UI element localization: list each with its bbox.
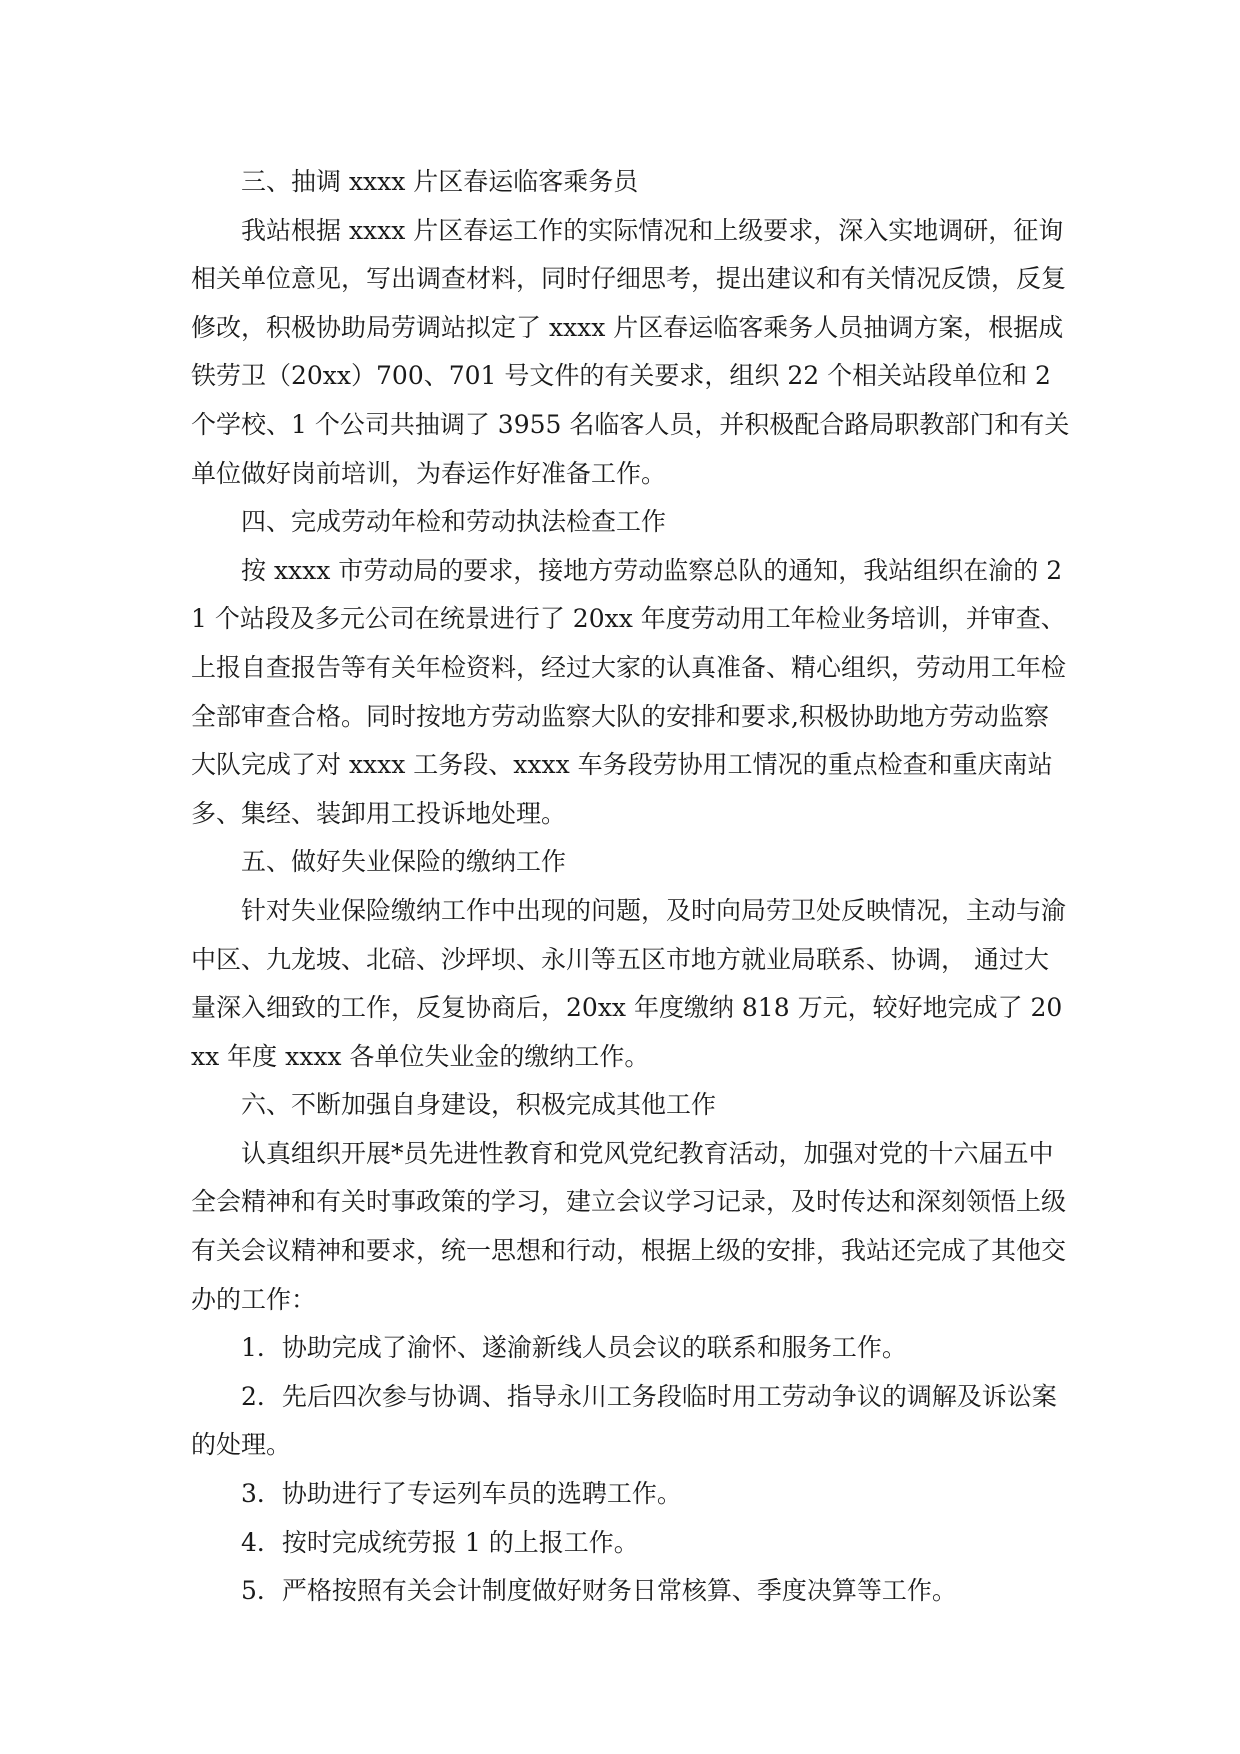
section-heading: 四、完成劳动年检和劳动执法检查工作 <box>241 507 667 537</box>
section-4 <box>191 498 1071 838</box>
list-item: 1．协助完成了渝怀、遂渝新线人员会议的联系和服务工作。 <box>241 1333 907 1363</box>
section-paragraph: 针对失业保险缴纳工作中出现的问题，及时向局劳卫处反映情况，主动与渝中区、九龙坡、北碚、沙坪坝、永川等五区市地方就业局联系、协调， 通过大量深入细致的工作，反复协商后，20xx 年度缴纳 818 万元，较好地完成了 20xx 年度 xxxx 各单位失业金的缴纳工作。 <box>191 895 1067 1071</box>
list-item: 4．按时完成统劳报 1 的上报工作。 <box>241 1527 639 1557</box>
section-6 <box>191 1081 1071 1324</box>
section-5 <box>191 838 1071 1081</box>
list-item: 5．严格按照有关会计制度做好财务日常核算、季度决算等工作。 <box>241 1576 957 1606</box>
section-paragraph: 按 xxxx 市劳动局的要求，接地方劳动监察总队的通知，我站组织在渝的 21 个站段及多元公司在统景进行了 20xx 年度劳动用工年检业务培训，并审查、上报自查报告等有关年检资料，经过大家的认真准备、精心组织，劳动用工年检全部审查合格。同时按地方劳动监察大队的安排和要求,积极协助地方劳动监察大队完成了对 xxxx 工务段、xxxx 车务段劳协用工情况的重点检查和重庆南站多、集经、装卸用工投诉地处理。 <box>191 555 1067 828</box>
numbered-list <box>191 1324 1071 1616</box>
section-heading: 三、抽调 xxxx 片区春运临客乘务员 <box>241 167 639 196</box>
section-paragraph: 我站根据 xxxx 片区春运工作的实际情况和上级要求，深入实地调研，征询相关单位意见，写出调查材料，同时仔细思考，提出建议和有关情况反馈，反复修改，积极协助局劳调站拟定了 xxxx 片区春运临客乘务人员抽调方案，根据成铁劳卫（20xx）700、701 号文件的有关要求，组织 22 个相关站段单位和 2 个学校、1 个公司共抽调了 3955 名临客人员，并积极配合路局职教部门和有关单位做好岗前培训，为春运作好准备工作。 <box>191 215 1070 488</box>
list-item: 3．协助进行了专运列车员的选聘工作。 <box>241 1479 682 1509</box>
section-paragraph: 认真组织开展*员先进性教育和党风党纪教育活动，加强对党的十六届五中全会精神和有关时事政策的学习，建立会议学习记录，及时传达和深刻领悟上级有关会议精神和要求，统一思想和行动，根据上级的安排，我站还完成了其他交办的工作： <box>191 1138 1067 1314</box>
section-heading: 五、做好失业保险的缴纳工作 <box>241 847 567 877</box>
document-page <box>191 158 1071 1616</box>
section-heading: 六、不断加强自身建设，积极完成其他工作 <box>241 1090 717 1120</box>
section-3 <box>191 158 1071 498</box>
list-item: 2．先后四次参与协调、指导永川工务段临时用工劳动争议的调解及诉讼案的处理。 <box>191 1381 1057 1460</box>
